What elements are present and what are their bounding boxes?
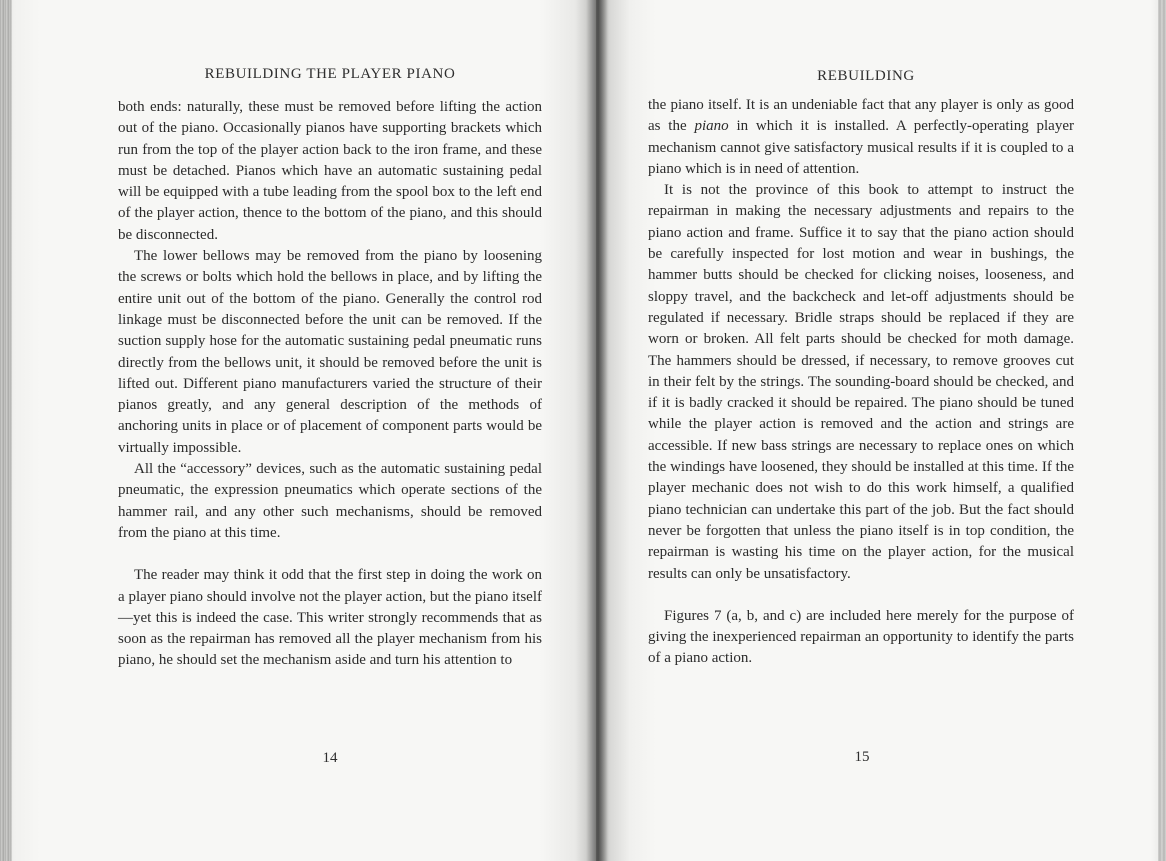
page-edge-stack (0, 0, 12, 861)
paragraph: It is not the province of this book to attempt to instruct the repairman in making the necessary adjustments and repairs to the piano action and frame. Suffice it to say that the piano action should be carefully inspected for lost motion and wear in bushings, the hammer butts should be checked for clicking noises, looseness, and sloppy travel, and the backcheck and let-off adjustments should be regulated if necessary. Bridle straps should be replaced if they are worn or broken. All felt parts should be checked for moth damage. The hammers should be dressed, if necessary, to remove grooves cut in their felt by the strings. The sounding-board should be checked, and if it is badly cracked it should be repaired. The piano should be tuned while the player action is removed and the action and strings are accessible. If new bass strings are necessary to replace ones on which the windings have loosened, they should be installed at this time. If the player mechanic does not wish to do this work himself, a qualified piano technician can undertake this part of the job. But the fact should never be forgotten that unless the piano itself is in top condition, the repairman is wasting his time on the player action, for the musical results can only be unsatisfactory. (648, 182, 1074, 582)
paragraph: The lower bellows may be removed from the piano by loosening the screws or bolts which hold the bellows in place, and by lifting the entire unit out of the bottom of the piano. Generally the control rod linkage must be disconnected before the unit can be removed. If the suction supply hose for the automatic sustaining pedal pneumatic runs directly from the bellows unit, it should be removed before the unit is lifted out. Different piano manufacturers varied the structure of their pianos greatly, and any general description of the methods of anchoring units in place or of placement of component parts would be virtually impossible. (118, 248, 542, 456)
paragraph: Figures 7 (a, b, and c) are included here merely for the purpose of giving the inexperienced repairman an opportunity to identify the parts of a piano action. (648, 607, 1074, 667)
paragraph: both ends: naturally, these must be removed before lifting the action out of the piano. Occasionally pianos have supporting brackets which run from the top of the player action back to the iron frame, and these must be detached. Pianos which have an automatic sustaining pedal will be equipped with a tube leading from the spool box to the left end of the player action, thence to the bottom of the piano, and this should be disconnected. (118, 99, 542, 243)
page-number: 14 (322, 750, 338, 766)
page-body (118, 97, 542, 672)
binding-gutter-shadow (586, 0, 608, 861)
page-edge-stack (1158, 0, 1166, 861)
running-head: REBUILDING (817, 68, 915, 84)
page-number: 15 (854, 749, 870, 765)
paragraph: The reader may think it odd that the first step in doing the work on a player piano should involve not the player action, but the piano itself—yet this is indeed the case. This writer strongly recommends that as soon as the repairman has removed all the player mechanism from his piano, he should set the mechanism aside and turn his attention to (118, 567, 542, 669)
page-body (648, 95, 1074, 670)
paragraph-text: the piano itself. It is an undeniable fact that any player is only as good as the (648, 97, 1074, 135)
right-page (596, 0, 1166, 861)
paragraph (648, 95, 1074, 180)
emphasis-text: piano (694, 118, 729, 135)
paragraph-text: in which it is installed. A perfectly-operating player mechanism cannot give satisfactory musical results if it is coupled to a piano which is in need of attention. (648, 118, 1074, 177)
paragraph: All the “accessory” devices, such as the automatic sustaining pedal pneumatic, the expression pneumatics which operate sections of the hammer rail, and any other such mechanisms, should be removed from the piano at this time. (118, 461, 542, 541)
running-head: REBUILDING THE PLAYER PIANO (204, 66, 456, 82)
